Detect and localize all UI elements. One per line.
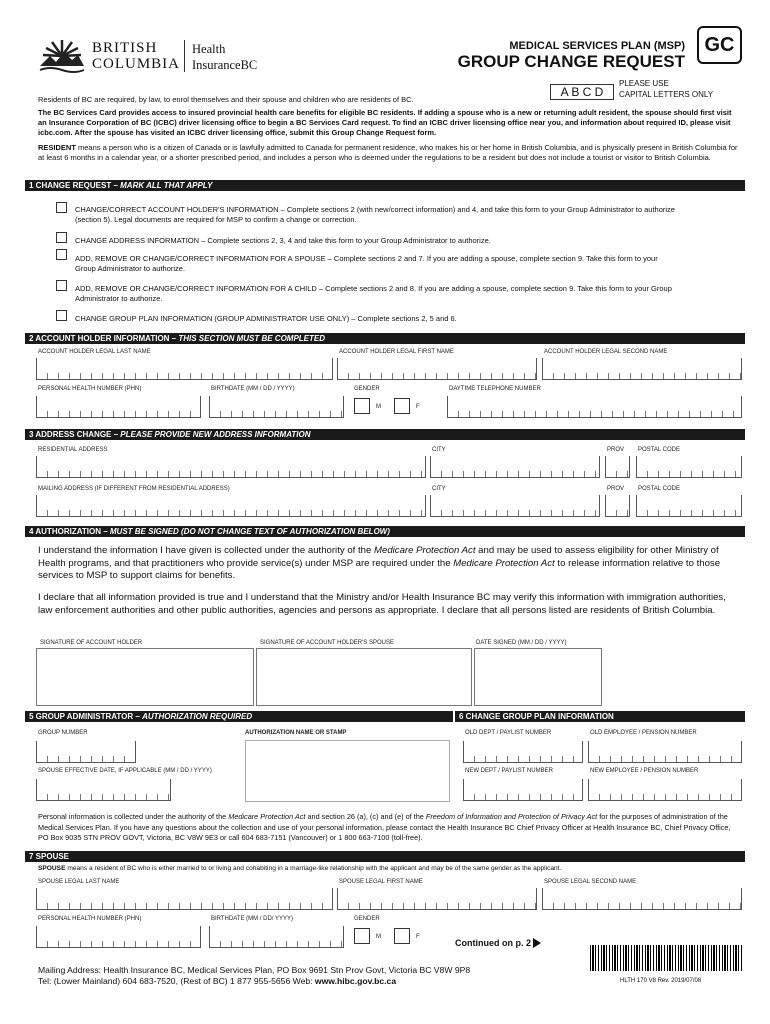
section-4-subtitle: MUST BE SIGNED (DO NOT CHANGE TEXT OF AUTHORIZATION BELOW) (109, 527, 390, 536)
checkbox-change-holder[interactable] (56, 202, 67, 213)
label-new-dept: NEW DEPT / PAYLIST NUMBER (465, 768, 553, 774)
label-signature-holder: SIGNATURE OF ACCOUNT HOLDER (40, 640, 143, 646)
date-signed-input[interactable] (474, 648, 602, 706)
section-2-subtitle: THIS SECTION MUST BE COMPLETED (178, 334, 326, 343)
checkbox-spouse[interactable] (56, 249, 67, 260)
section-1-title: 1 CHANGE REQUEST – (29, 181, 121, 190)
label-group-number: GROUP NUMBER (38, 730, 88, 736)
logo-divider (184, 40, 185, 72)
program-name: MEDICAL SERVICES PLAN (MSP) (509, 40, 685, 52)
section-4-header (25, 526, 745, 537)
label-holder-gender: GENDER (354, 386, 380, 392)
spouse-gender-m[interactable] (354, 928, 370, 944)
privacy-part-a: Personal information is collected under the authority of the (38, 812, 229, 821)
auth-p1-part-e: to release information relative to those services to MSP to support claims for benefits. (38, 557, 721, 581)
residential-postal-input[interactable] (636, 456, 742, 478)
label-residential-address: RESIDENTIAL ADDRESS (38, 447, 108, 453)
spouse-def-label: SPOUSE (38, 865, 66, 872)
section-7-header (25, 851, 745, 862)
resident-label: RESIDENT (38, 143, 76, 152)
label-res-postal: POSTAL CODE (638, 447, 681, 453)
privacy-act-2: Freedom of Information and Protection of Privacy Act (425, 812, 598, 821)
option-group-plan: CHANGE GROUP PLAN INFORMATION (GROUP ADMINISTRATOR USE ONLY) – Complete sections 2, 5 and 6. (75, 314, 457, 323)
spouse-phn-input[interactable] (36, 926, 201, 948)
resident-text: means a person who is a citizen of Canada or is lawfully admitted to Canada for permanent residence, who makes his or her home in British Columbia, and is physically present in British Columbia for at least 6 months in a calendar year, or a shorter prescribed period, and includes a person who is deemed under the regulations to be a resident but does not include a tourist or visitor to British Columbia. (38, 143, 738, 162)
intro-p1: Residents of BC are required, by law, to enrol themselves and their spouse and children who are residents of BC. (38, 95, 414, 104)
caps-note-1: PLEASE USE (619, 79, 669, 88)
signature-spouse-input[interactable] (256, 648, 472, 706)
holder-last-name-input[interactable] (36, 358, 333, 380)
residential-city-input[interactable] (430, 456, 600, 478)
logo-insurancebc: InsuranceBC (192, 58, 258, 72)
label-holder-phn: PERSONAL HEALTH NUMBER (PHN) (38, 386, 142, 392)
label-spouse-gender: GENDER (354, 916, 380, 922)
section-3-header (25, 429, 745, 440)
auth-p1-act-2: Medicare Protection Act (453, 557, 555, 569)
section-6-title: 6 CHANGE GROUP PLAN INFORMATION (459, 712, 614, 721)
old-dept-input[interactable] (463, 741, 583, 763)
spouse-first-name-input[interactable] (337, 888, 537, 910)
privacy-part-c: and section 26 (a), (c) and (e) of the (305, 812, 426, 821)
logo-health: Health (192, 42, 226, 56)
label-mailing-address: MAILING ADDRESS (IF DIFFERENT FROM RESIDENTIAL ADDRESS) (38, 486, 230, 492)
spouse-gender-f[interactable] (394, 928, 410, 944)
section-6-header (455, 711, 745, 722)
continued-note: Continued on p. 2 (455, 938, 531, 948)
holder-phone-input[interactable] (447, 396, 742, 418)
label-spouse-last: SPOUSE LEGAL LAST NAME (38, 879, 120, 885)
barcode (590, 945, 742, 971)
checkbox-child[interactable] (56, 280, 67, 291)
authorization-paragraph-1 (38, 545, 738, 583)
label-holder-birthdate: BIRTHDATE (MM / DD / YYYY) (211, 386, 295, 392)
spouse-effective-date-input[interactable] (36, 779, 171, 801)
footer-phone: Tel: (Lower Mainland) 604 683-7520, (Rest of BC) 1 877 955-5656 Web: (38, 976, 315, 986)
form-number: HLTH 170 V8 Rev. 2019/07/08 (620, 978, 702, 984)
holder-birthdate-input[interactable] (209, 396, 344, 418)
auth-p1-act-1: Medicare Protection Act (374, 545, 476, 556)
group-number-input[interactable] (36, 741, 136, 763)
holder-second-name-input[interactable] (542, 358, 742, 380)
footer-address: Mailing Address: Health Insurance BC, Medical Services Plan, PO Box 9691 Stn Prov Govt, Victoria BC V8W 9P8 (38, 965, 471, 975)
bc-logo (38, 36, 258, 78)
label-spouse-effective: SPOUSE EFFECTIVE DATE, IF APPLICABLE (MM / DD / YYYY) (38, 768, 212, 774)
residential-prov-input[interactable] (605, 456, 630, 478)
spouse-birthdate-input[interactable] (209, 926, 344, 948)
privacy-notice (38, 812, 743, 844)
section-3-subtitle: PLEASE PROVIDE NEW ADDRESS INFORMATION (120, 430, 311, 439)
section-4-title: 4 AUTHORIZATION – (29, 527, 110, 536)
label-mail-prov: PROV (607, 486, 625, 492)
spouse-gender-f-label: F (416, 934, 420, 940)
label-date-signed: DATE SIGNED (MM / DD / YYYY) (476, 640, 567, 646)
label-new-employee: NEW EMPLOYEE / PENSION NUMBER (590, 768, 699, 774)
spouse-gender-m-label: M (376, 934, 381, 940)
option-change-holder: CHANGE/CORRECT ACCOUNT HOLDER'S INFORMATION – Complete sections 2 (with new/correct information) and 4, and take this form to your Group Administrator to authorize (section 5). Legal documents are required for MSP to confirm a change or correction. (75, 205, 675, 224)
holder-gender-m[interactable] (354, 398, 370, 414)
option-child: ADD, REMOVE OR CHANGE/CORRECT INFORMATION FOR A CHILD – Complete sections 2 and 8. If you are adding a spouse, complete section 9. Take this form to your Group Administrator to authorize. (75, 284, 672, 303)
spouse-definition (38, 865, 743, 872)
section-1-header (25, 180, 745, 191)
auth-p1-part-c: and may be used to assess eligibility for other Ministry of Health programs, and that practitioners who provide service(s) under MSP are required under the (38, 545, 719, 569)
option-spouse: ADD, REMOVE OR CHANGE/CORRECT INFORMATION FOR A SPOUSE – Complete sections 2 and 7. If you are adding a spouse, complete section 9. Take this form to your Group Administrator to authorize. (75, 254, 658, 273)
section-5-subtitle: AUTHORIZATION REQUIRED (142, 712, 253, 721)
mailing-city-input[interactable] (430, 495, 600, 517)
holder-gender-f[interactable] (394, 398, 410, 414)
spouse-def-text: means a resident of BC who is either married to or living and cohabiting in a marriage-like relationship with the applicant and may be of the same gender as the applicant. (65, 865, 562, 872)
label-holder-last: ACCOUNT HOLDER LEGAL LAST NAME (38, 349, 151, 355)
label-holder-phone: DAYTIME TELEPHONE NUMBER (449, 386, 541, 392)
old-employee-input[interactable] (588, 741, 742, 763)
intro-resident (38, 143, 738, 163)
authorization-stamp-area[interactable] (245, 740, 450, 802)
logo-columbia: COLUMBIA (92, 56, 181, 72)
logo-british: BRITISH (92, 40, 158, 56)
mailing-postal-input[interactable] (636, 495, 742, 517)
section-3-title: 3 ADDRESS CHANGE – (29, 430, 121, 439)
continued-arrow-icon (533, 938, 541, 948)
checkbox-change-address[interactable] (56, 232, 67, 243)
label-spouse-birthdate: BIRTHDATE (MM / DD/ YYYY) (211, 916, 294, 922)
page-title: GROUP CHANGE REQUEST (457, 52, 685, 71)
label-mail-city: CITY (432, 486, 446, 492)
authorization-paragraph-2: I declare that all information provided is true and I understand that the Ministry and/or Health Insurance BC may verify this information with immigration authorities, law enforcement authorities and other public authorities, agencies and persons as appropriate. I declare that all persons listed are residents of British Columbia. (38, 592, 726, 616)
mailing-address-input[interactable] (36, 495, 426, 517)
caps-sample-box: A B C D (550, 84, 614, 100)
label-spouse-second: SPOUSE LEGAL SECOND NAME (544, 879, 637, 885)
residential-address-input[interactable] (36, 456, 426, 478)
label-old-employee: OLD EMPLOYEE / PENSION NUMBER (590, 730, 697, 736)
section-2-header (25, 333, 745, 344)
intro-p2: The BC Services Card provides access to insured provincial health care benefits for eligible BC residents. If adding a spouse who is a new or returning adult resident, the spouse should first visit an Insurance Corporation of BC (ICBC) driver licensing office to begin a BC Services Card request. To find an ICBC driver licensing office near you, and information about required ID, please visit icbc.com. After the spouse has visited an ICBC driver licensing office, submit this Group Change Request form. (38, 108, 732, 137)
signature-holder-input[interactable] (36, 648, 254, 706)
holder-first-name-input[interactable] (337, 358, 537, 380)
spouse-last-name-input[interactable] (36, 888, 333, 910)
holder-phn-input[interactable] (36, 396, 201, 418)
form-code-badge: GC (697, 26, 742, 64)
section-5-header (25, 711, 453, 722)
section-5-title: 5 GROUP ADMINISTRATOR – (29, 712, 143, 721)
label-authorization-stamp: AUTHORIZATION NAME OR STAMP (245, 730, 347, 736)
new-dept-input[interactable] (463, 779, 583, 801)
mailing-prov-input[interactable] (605, 495, 630, 517)
holder-gender-m-label: M (376, 404, 381, 410)
privacy-act-1: Medicare Protection Act (228, 812, 306, 821)
section-7-title: 7 SPOUSE (29, 852, 70, 861)
section-1-subtitle: MARK ALL THAT APPLY (120, 181, 213, 190)
caps-note-2: CAPITAL LETTERS ONLY (619, 90, 714, 99)
auth-p1-part-a: I understand the information I have given is collected under the authority of the (38, 545, 374, 556)
label-holder-first: ACCOUNT HOLDER LEGAL FIRST NAME (339, 349, 454, 355)
label-spouse-first: SPOUSE LEGAL FIRST NAME (339, 879, 423, 885)
new-employee-input[interactable] (588, 779, 742, 801)
label-mail-postal: POSTAL CODE (638, 486, 681, 492)
spouse-second-name-input[interactable] (542, 888, 742, 910)
label-holder-second: ACCOUNT HOLDER LEGAL SECOND NAME (544, 349, 668, 355)
sun-mountain-logo-icon (38, 36, 86, 76)
option-change-address: CHANGE ADDRESS INFORMATION – Complete sections 2, 3, 4 and take this form to your Group Administrator to authorize. (75, 236, 491, 245)
label-res-prov: PROV (607, 447, 625, 453)
label-res-city: CITY (432, 447, 446, 453)
holder-gender-f-label: F (416, 404, 420, 410)
checkbox-group-plan[interactable] (56, 310, 67, 321)
label-spouse-phn: PERSONAL HEALTH NUMBER (PHN) (38, 916, 142, 922)
section-2-title: 2 ACCOUNT HOLDER INFORMATION – (29, 334, 179, 343)
label-signature-spouse: SIGNATURE OF ACCOUNT HOLDER'S SPOUSE (260, 640, 394, 646)
footer-web-link[interactable]: www.hibc.gov.bc.ca (314, 976, 397, 986)
privacy-part-e: for the purposes of administration of the Medical Services Plan. If you have any questions about the collection and use of your personal information, please contact the Health Insurance BC Chief Privacy Officer at Health Insurance BC, Chief Privacy Office, PO Box 9035 STN PROV GOVT, Victoria, BC V8W 9E3 or call 604 683-7151 (Vancouver) or 1 800 663-7100 (toll-free). (38, 812, 731, 842)
label-old-dept: OLD DEPT / PAYLIST NUMBER (465, 730, 552, 736)
footer-contact (38, 976, 396, 986)
